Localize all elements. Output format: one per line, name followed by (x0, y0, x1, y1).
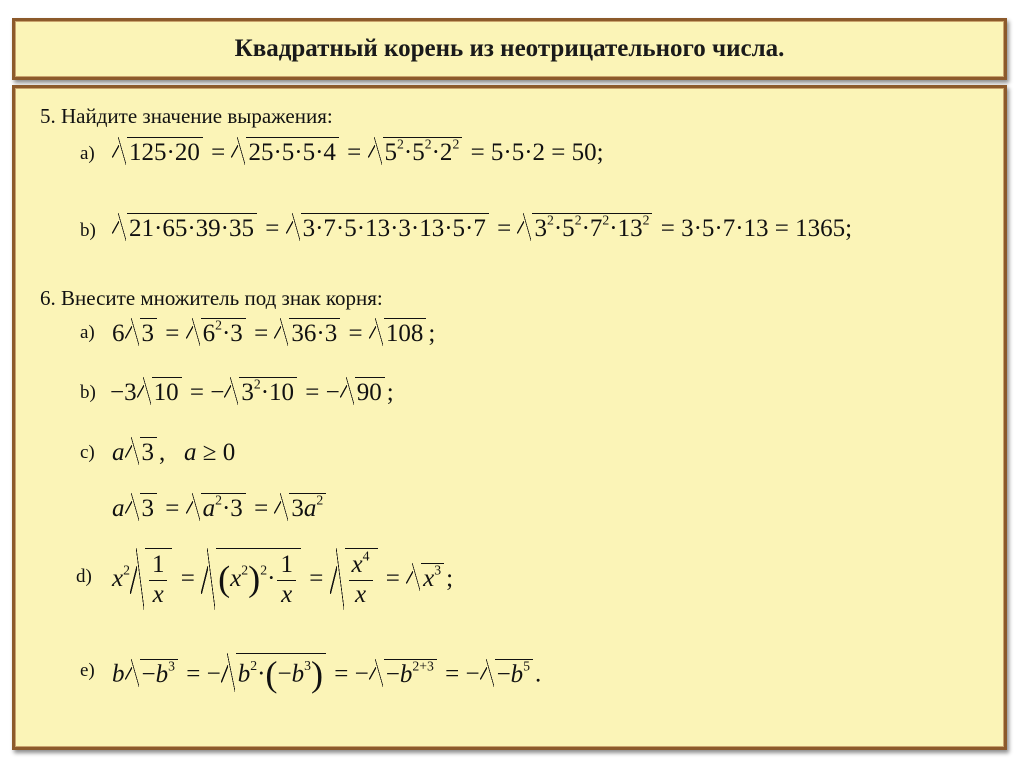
task6-c-expression: a 3 , a ≥ 0 (112, 434, 235, 465)
task5-b-expression: $21\cdot 65\cdot 39\cdot 35 = 3\cdot 7\cdot 5\cdot 13\cdot 3\cdot 13\cdot 5\cdot 7 = 3^2\cdot 5^2\cdot 7^2\cdot 13^2 = 3\cdot 5\cdot 7\cdot 13 = 1365$; (112, 210, 852, 241)
title-box (12, 18, 1007, 80)
page-title: Квадратный корень из неотрицательного числа. (234, 35, 785, 62)
task6-a-label: a) (80, 322, 95, 343)
task6-e-label: e) (80, 660, 95, 681)
task5-a-label: a) (80, 143, 95, 164)
task5-heading: 5. Найдите значение выражения: (40, 104, 333, 128)
task5-a-expression: $125\cdot 20 = 25\cdot 5\cdot 5\cdot 4 = 5^2\cdot 5^2\cdot 2^2 = 5\cdot 5\cdot 2 = 50$; (112, 134, 604, 165)
task6-c-result: a $3 = a^2\cdot 3 = 3a^2$ (112, 490, 328, 521)
task6-b-label: b) (80, 382, 96, 403)
task6-e-expression: $b -b^3$ = − $b^2\cdot(-b^3)$ = − $-b^{2+3}$ = − $-b^5$ . (112, 650, 541, 692)
task6-b-expression: −3 10 = − $3^2\cdot 10$ = − 90 ; (110, 374, 394, 405)
task6-c-label: c) (80, 442, 95, 463)
task6-heading: 6. Внесите множитель под знак корня: (40, 286, 383, 310)
task6-a-expression: 6 $3 = 6^2\cdot 3 = 36\cdot 3 = 108$ ; (112, 315, 435, 346)
task5-b-label: b) (80, 220, 96, 241)
task6-d-expression: $x^2$ $\frac{1}{x}$ = $(x^2)^2\cdot$ $\frac{1}{x}$ = $\frac{x^4}{x}$ = $x^3$ ; (112, 545, 453, 610)
task6-d-label: d) (76, 566, 92, 587)
